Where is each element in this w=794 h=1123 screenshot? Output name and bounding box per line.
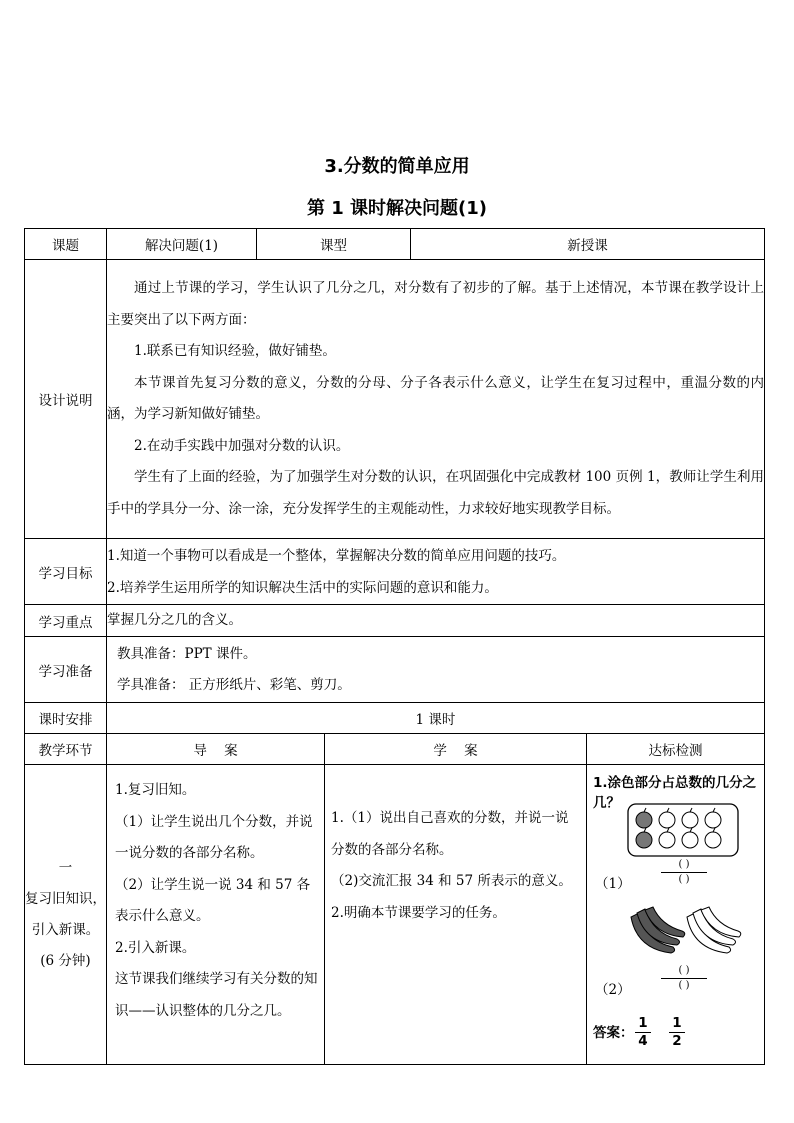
banana-shaded-icon bbox=[631, 907, 685, 953]
design-paragraph: 学生有了上面的经验，为了加强学生对分数的认识，在巩固强化中完成教材 100 页例 1，教师让学生利用手中的学具分一分、涂一涂，充分发挥学生的主观能动性，力求较好地实现教学目标。 bbox=[107, 469, 764, 517]
topic-value: 解决问题(1) bbox=[107, 229, 257, 260]
question-1-label: （1） bbox=[595, 876, 631, 892]
row-topic bbox=[25, 229, 765, 260]
row-prep bbox=[25, 637, 765, 703]
question-2-label: （2） bbox=[595, 982, 631, 998]
answer-denominator: 2 bbox=[672, 1033, 682, 1049]
answer-numerator: 1 bbox=[638, 1015, 648, 1031]
guide-line: 2.引入新课。 bbox=[115, 939, 196, 956]
banana-unshaded-icon bbox=[687, 907, 741, 953]
fraction-blank bbox=[661, 965, 707, 992]
row-stage-header bbox=[25, 734, 765, 765]
row-time bbox=[25, 703, 765, 734]
check-question: 1.涂色部分占总数的几分之几？ bbox=[593, 775, 757, 811]
answer-numerator: 1 bbox=[672, 1015, 682, 1031]
check-column-header: 达标检测 bbox=[587, 734, 765, 765]
guide-column-header: 导 案 bbox=[107, 734, 325, 765]
fraction-blank bbox=[661, 859, 707, 886]
focus-value: 掌握几分之几的含义。 bbox=[107, 605, 765, 637]
apple-group-icon bbox=[627, 803, 739, 857]
learn-line: 2.明确本节课要学习的任务。 bbox=[331, 904, 506, 921]
design-description bbox=[107, 260, 765, 539]
topic-label: 课题 bbox=[25, 229, 107, 260]
design-paragraph: 通过上节课的学习，学生认识了几分之几，对分数有了初步的了解。基于上述情况，本节课在教学设计上主要突出了以下两方面： bbox=[107, 280, 764, 328]
learn-line: （2)交流汇报 34 和 57 所表示的意义。 bbox=[331, 873, 572, 889]
prep-content bbox=[107, 637, 765, 703]
goals-label: 学习目标 bbox=[25, 539, 107, 605]
answer-denominator: 4 bbox=[638, 1033, 648, 1049]
goals-content bbox=[107, 539, 765, 605]
row-focus bbox=[25, 605, 765, 637]
stage-cell bbox=[25, 765, 107, 1065]
stage-header-label: 教学环节 bbox=[25, 734, 107, 765]
goal-item: 1.知道一个事物可以看成是一个整体，掌握解决分数的简单应用问题的技巧。 bbox=[107, 547, 566, 564]
guide-line: （1）让学生说出几个分数，并说一说分数的各部分名称。 bbox=[115, 813, 313, 861]
lesson-type-value: 新授课 bbox=[411, 229, 765, 260]
row-stage-1 bbox=[25, 765, 765, 1065]
blank-numerator: ( ) bbox=[678, 965, 690, 976]
guide-cell bbox=[107, 765, 325, 1065]
prep-item: 教具准备：PPT 课件。 bbox=[117, 645, 257, 662]
blank-denominator: ( ) bbox=[678, 874, 690, 885]
learn-line: 1.（1）说出自己喜欢的分数，并说一说分数的各部分名称。 bbox=[331, 810, 569, 858]
check-cell bbox=[587, 765, 765, 1065]
answer-fraction-2 bbox=[669, 1015, 685, 1050]
design-paragraph: 1.联系已有知识经验，做好铺垫。 bbox=[134, 343, 336, 359]
lesson-plan-table bbox=[24, 228, 765, 1065]
stage-number: 一 bbox=[58, 859, 73, 876]
lesson-title: 3.分数的简单应用 bbox=[324, 156, 470, 177]
learn-column-header: 学 案 bbox=[325, 734, 587, 765]
blank-denominator: ( ) bbox=[678, 980, 690, 991]
stage-description: 复习旧知识，引入新课。(6 分钟) bbox=[25, 890, 106, 969]
lesson-type-label: 课型 bbox=[257, 229, 411, 260]
design-paragraph: 2.在动手实践中加强对分数的认识。 bbox=[134, 437, 350, 454]
focus-label: 学习重点 bbox=[25, 605, 107, 637]
design-label: 设计说明 bbox=[25, 260, 107, 539]
time-value: 1 课时 bbox=[107, 703, 765, 734]
time-label: 课时安排 bbox=[25, 703, 107, 734]
blank-numerator: ( ) bbox=[678, 859, 690, 870]
answer-fraction-1 bbox=[635, 1015, 651, 1050]
guide-line: 这节课我们继续学习有关分数的知识——认识整体的几分之几。 bbox=[115, 971, 318, 1019]
learn-cell bbox=[325, 765, 587, 1065]
guide-line: 1.复习旧知。 bbox=[115, 782, 196, 798]
prep-item: 学具准备： 正方形纸片、彩笔、剪刀。 bbox=[117, 676, 351, 693]
design-paragraph: 本节课首先复习分数的意义，分数的分母、分子各表示什么意义，让学生在复习过程中，重温分数的内涵，为学习新知做好铺垫。 bbox=[107, 374, 764, 422]
goal-item: 2.培养学生运用所学的知识解决生活中的实际问题的意识和能力。 bbox=[107, 579, 498, 596]
answer-label: 答案： bbox=[593, 1025, 634, 1041]
banana-group-icon bbox=[627, 905, 745, 961]
guide-line: （2）让学生说一说 34 和 57 各表示什么意义。 bbox=[115, 876, 311, 924]
prep-label: 学习准备 bbox=[25, 637, 107, 703]
lesson-subtitle: 第 1 课时解决问题(1) bbox=[306, 198, 488, 219]
row-design bbox=[25, 260, 765, 539]
row-goals bbox=[25, 539, 765, 605]
